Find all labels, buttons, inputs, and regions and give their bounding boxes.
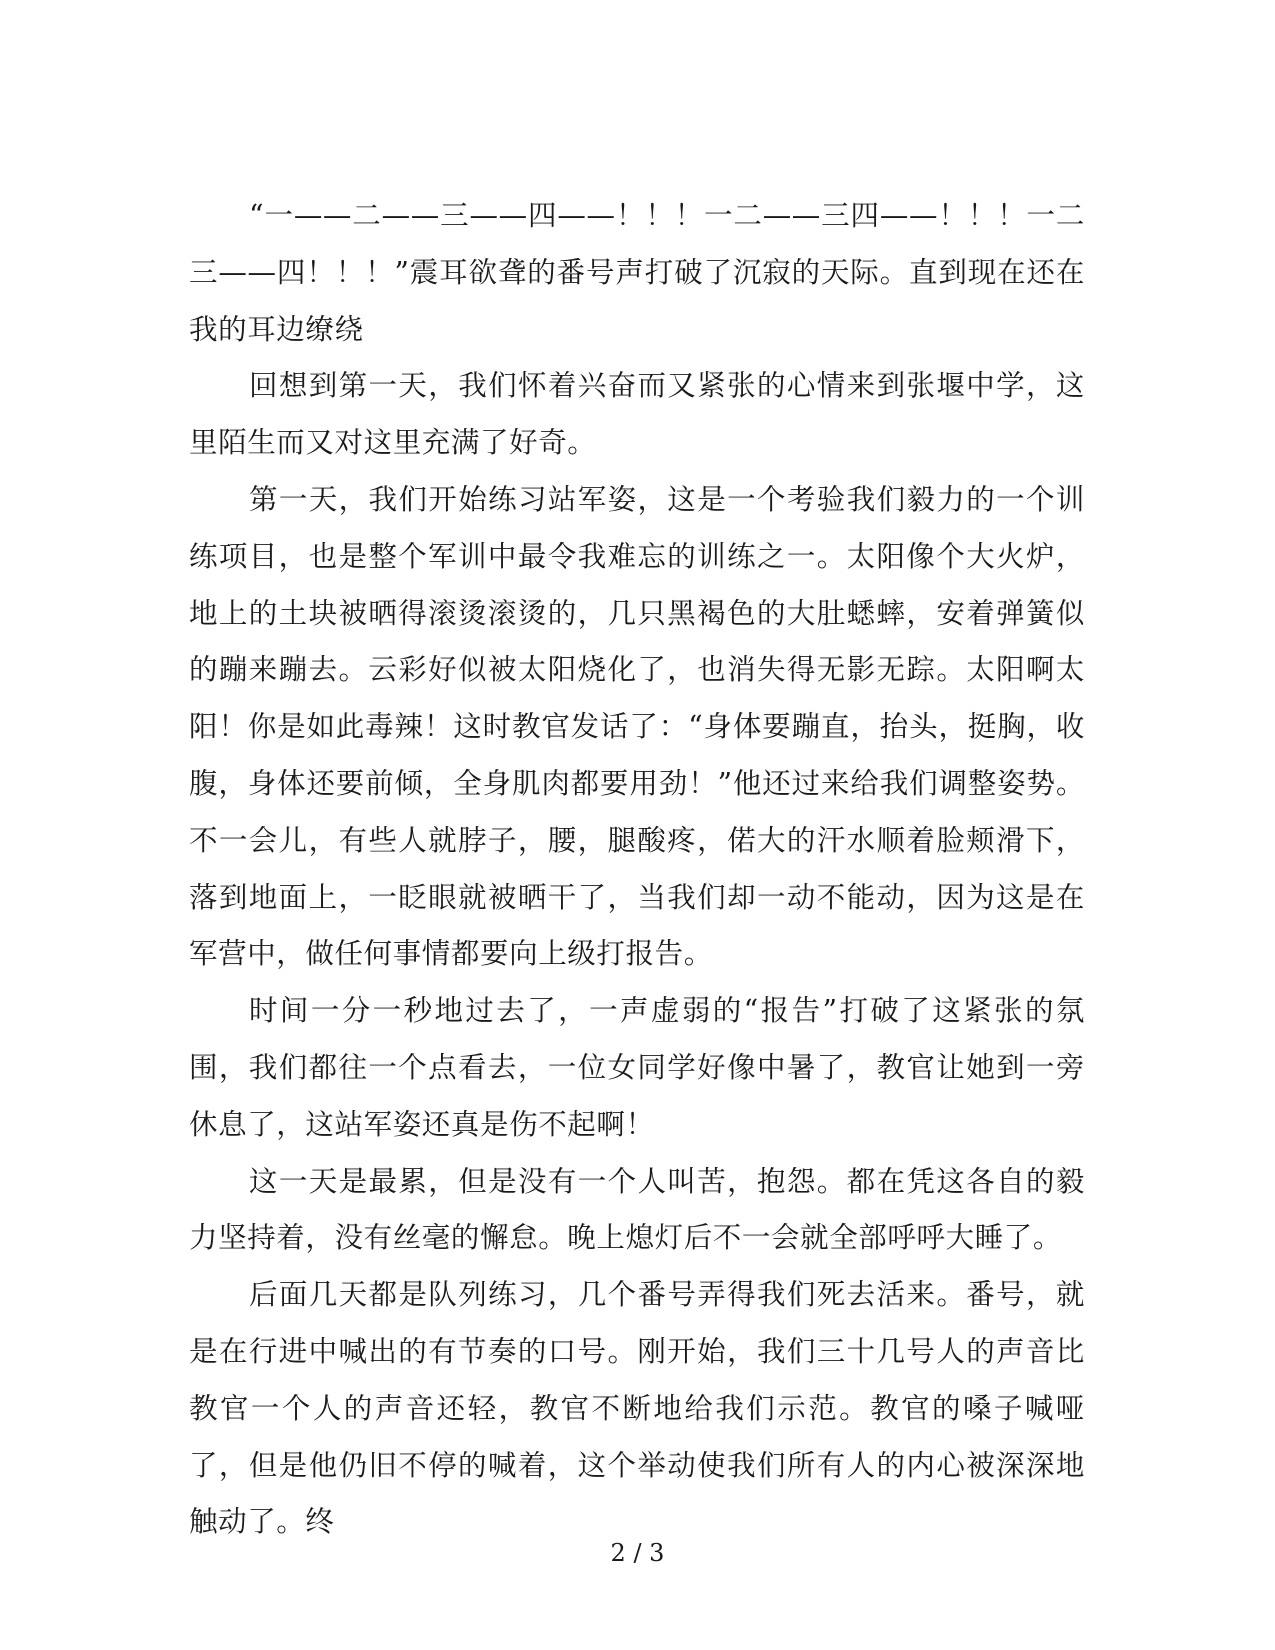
paragraph-6: 后面几天都是队列练习，几个番号弄得我们死去活来。番号，就是在行进中喊出的有节奏的口号。刚开始，我们三十几号人的声音比教官一个人的声音还轻，教官不断地给我们示范。教官的嗓子喊哑了，但是他仍旧不停的喊着，这个举动使我们所有人的内心被深深地触动了。终	[189, 1278, 1085, 1539]
paragraph-4: 时间一分一秒地过去了，一声虚弱的“报告”打破了这紧张的氛围，我们都往一个点看去，一位女同学好像中暑了，教官让她到一旁休息了，这站军姿还真是伤不起啊！	[189, 994, 1085, 1141]
paragraph-1: “一——二——三——四——！！！一二——三四——！！！一二三——四！！！”震耳欲聋的番号声打破了沉寂的天际。直到现在还在我的耳边缭绕	[189, 199, 1086, 346]
paragraph-5: 这一天是最累，但是没有一个人叫苦，抱怨。都在凭这各自的毅力坚持着，没有丝毫的懈怠。晚上熄灯后不一会就全部呼呼大睡了。	[189, 1164, 1085, 1255]
paragraph-2: 回想到第一天，我们怀着兴奋而又紧张的心情来到张堰中学，这里陌生而又对这里充满了好奇。	[189, 369, 1085, 460]
page-number: 2 / 3	[610, 1539, 665, 1567]
paragraph-3: 第一天，我们开始练习站军姿，这是一个考验我们毅力的一个训练项目，也是整个军训中最令我难忘的训练之一。太阳像个大火炉，地上的土块被晒得滚烫滚烫的，几只黑褐色的大肚蟋蟀，安着弹簧似的蹦来蹦去。云彩好似被太阳烧化了，也消失得无影无踪。太阳啊太阳！你是如此毒辣！这时教官发话了：“身体要蹦直，抬头，挺胸，收腹，身体还要前倾，全身肌肉都要用劲！”他还过来给我们调整姿势。不一会儿，有些人就脖子，腰，腿酸疼，偌大的汗水顺着脸颊滑下，落到地面上，一眨眼就被晒干了，当我们却一动不能动，因为这是在军营中，做任何事情都要向上级打报告。	[189, 482, 1085, 971]
body-text	[189, 188, 1085, 1551]
